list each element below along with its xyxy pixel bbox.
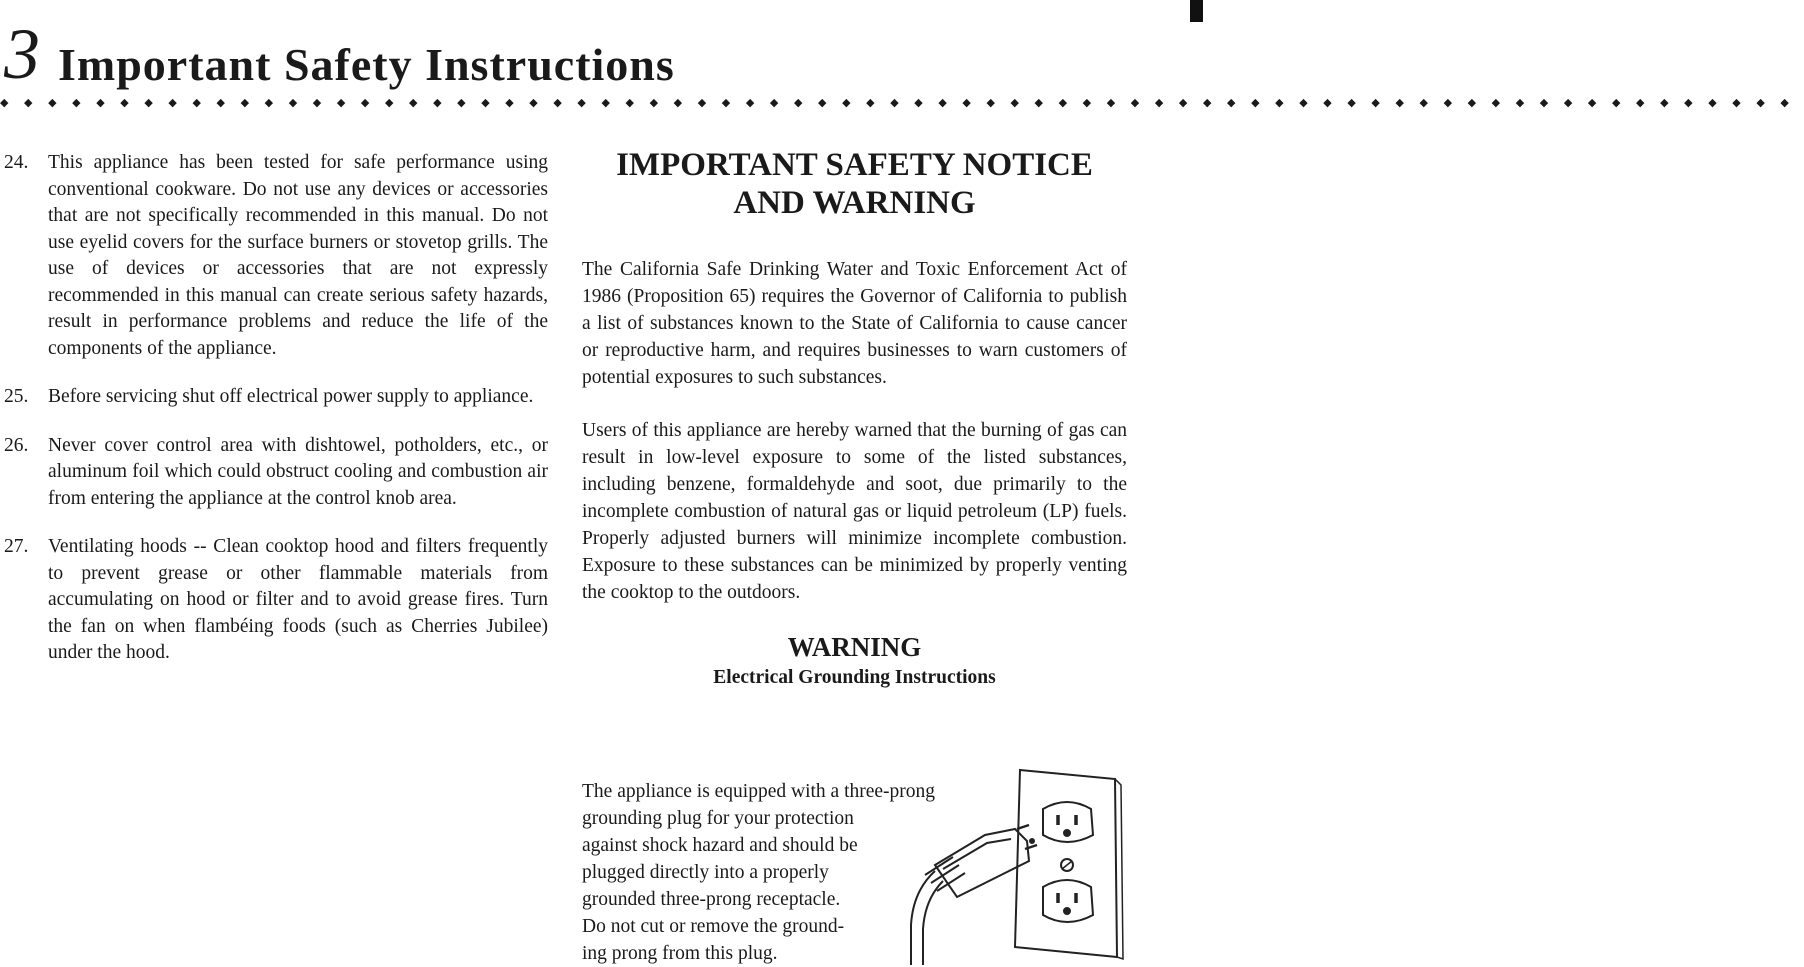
page-title: Important Safety Instructions bbox=[58, 39, 675, 90]
instruction-number: 24. bbox=[4, 152, 29, 173]
page-number: 3 bbox=[4, 14, 40, 94]
grounding-subheading: Electrical Grounding Instructions bbox=[713, 667, 996, 688]
instruction-item-25 bbox=[0, 384, 548, 411]
safety-instructions-list bbox=[0, 150, 548, 689]
exposure-warning-paragraph: Users of this appliance are hereby warned that the burning of gas can result in low-level exposure to some of the listed substances, including benzene, formaldehyde and soot, due primarily to the incomplete combustion of natural gas or liquid petroleum (LP) fuels. Properly adjusted burners will minimize incomplete combustion. Exposure to these substances can be minimized by properly venting the cooktop to the outdoors. bbox=[582, 420, 1127, 603]
grounding-line: against shock hazard and should be bbox=[582, 835, 858, 856]
safety-notice-section bbox=[582, 146, 1127, 692]
instruction-text: This appliance has been tested for safe performance using conventional cookware. Do not use any devices or accessories that are not specifically recommended in this manual. Do not use eyelid covers for the surface burners or stovetop grills. The use of devices or accessories that are not expressly recommended in this manual can create serious safety hazards, result in performance problems and reduce the life of the components of the appliance. bbox=[48, 152, 548, 359]
grounding-line: ing prong from this plug. bbox=[582, 943, 778, 964]
instruction-number: 27. bbox=[4, 536, 29, 557]
instruction-text: Ventilating hoods -- Clean cooktop hood and filters frequently to prevent grease or other flammable materials from accumulating on hood or filter and to avoid grease fires. Turn the fan on when flambéing foods (such as Cherries Jubilee) under the hood. bbox=[48, 536, 548, 663]
wall-plate-outline bbox=[1015, 770, 1117, 957]
instruction-item-24 bbox=[0, 150, 548, 362]
plug-body bbox=[935, 829, 1029, 897]
proposition-65-paragraph: The California Safe Drinking Water and Toxic Enforcement Act of 1986 (Proposition 65) requires the Governor of California to publish a list of substances known to the State of California to cause cancer or reproductive harm, and requires businesses to warn customers of potential exposures to such substances. bbox=[582, 259, 1127, 388]
lower-receptacle bbox=[1043, 880, 1093, 922]
notice-heading-line-2: AND WARNING bbox=[733, 185, 976, 221]
plug-cord-edge bbox=[923, 881, 943, 965]
grounding-line: plugged directly into a properly bbox=[582, 862, 829, 883]
grounding-line: grounding plug for your protection bbox=[582, 808, 854, 829]
instruction-text: Never cover control area with dishtowel, potholders, etc., or aluminum foil which could obstruct cooling and combustion air from entering the appliance at the control knob area. bbox=[48, 434, 548, 509]
instruction-number: 25. bbox=[4, 386, 29, 407]
instruction-number: 26. bbox=[4, 434, 29, 456]
grounding-line: The appliance is equipped with a three-prong bbox=[582, 781, 936, 802]
diamond-divider: ◆◆◆◆◆◆◆◆◆◆◆◆◆◆◆◆◆◆◆◆◆◆◆◆◆◆◆◆◆◆◆◆◆◆◆◆◆◆◆◆◆◆◆◆◆◆◆◆◆◆◆◆◆◆◆◆◆◆◆◆◆◆◆◆◆◆◆◆◆◆◆◆◆◆◆ bbox=[0, 96, 1804, 109]
instruction-text: Before servicing shut off electrical power supply to appliance. bbox=[48, 386, 534, 407]
instruction-item-27 bbox=[0, 534, 548, 667]
instruction-item-26 bbox=[0, 433, 548, 513]
page-corner-mark bbox=[1190, 0, 1203, 22]
notice-heading bbox=[582, 146, 1127, 222]
grounding-line: grounded three-prong receptacle. bbox=[582, 889, 841, 910]
plug-ground-prong bbox=[1030, 839, 1034, 843]
notice-heading-line-1: IMPORTANT SAFETY NOTICE bbox=[616, 147, 1093, 183]
grounding-line: Do not cut or remove the ground- bbox=[582, 916, 845, 937]
screw-slot bbox=[1062, 861, 1072, 869]
upper-ground-hole bbox=[1064, 830, 1070, 836]
outlet-plug-illustration bbox=[895, 765, 1135, 965]
lower-ground-hole bbox=[1064, 908, 1070, 914]
warning-heading: WARNING bbox=[787, 632, 922, 662]
